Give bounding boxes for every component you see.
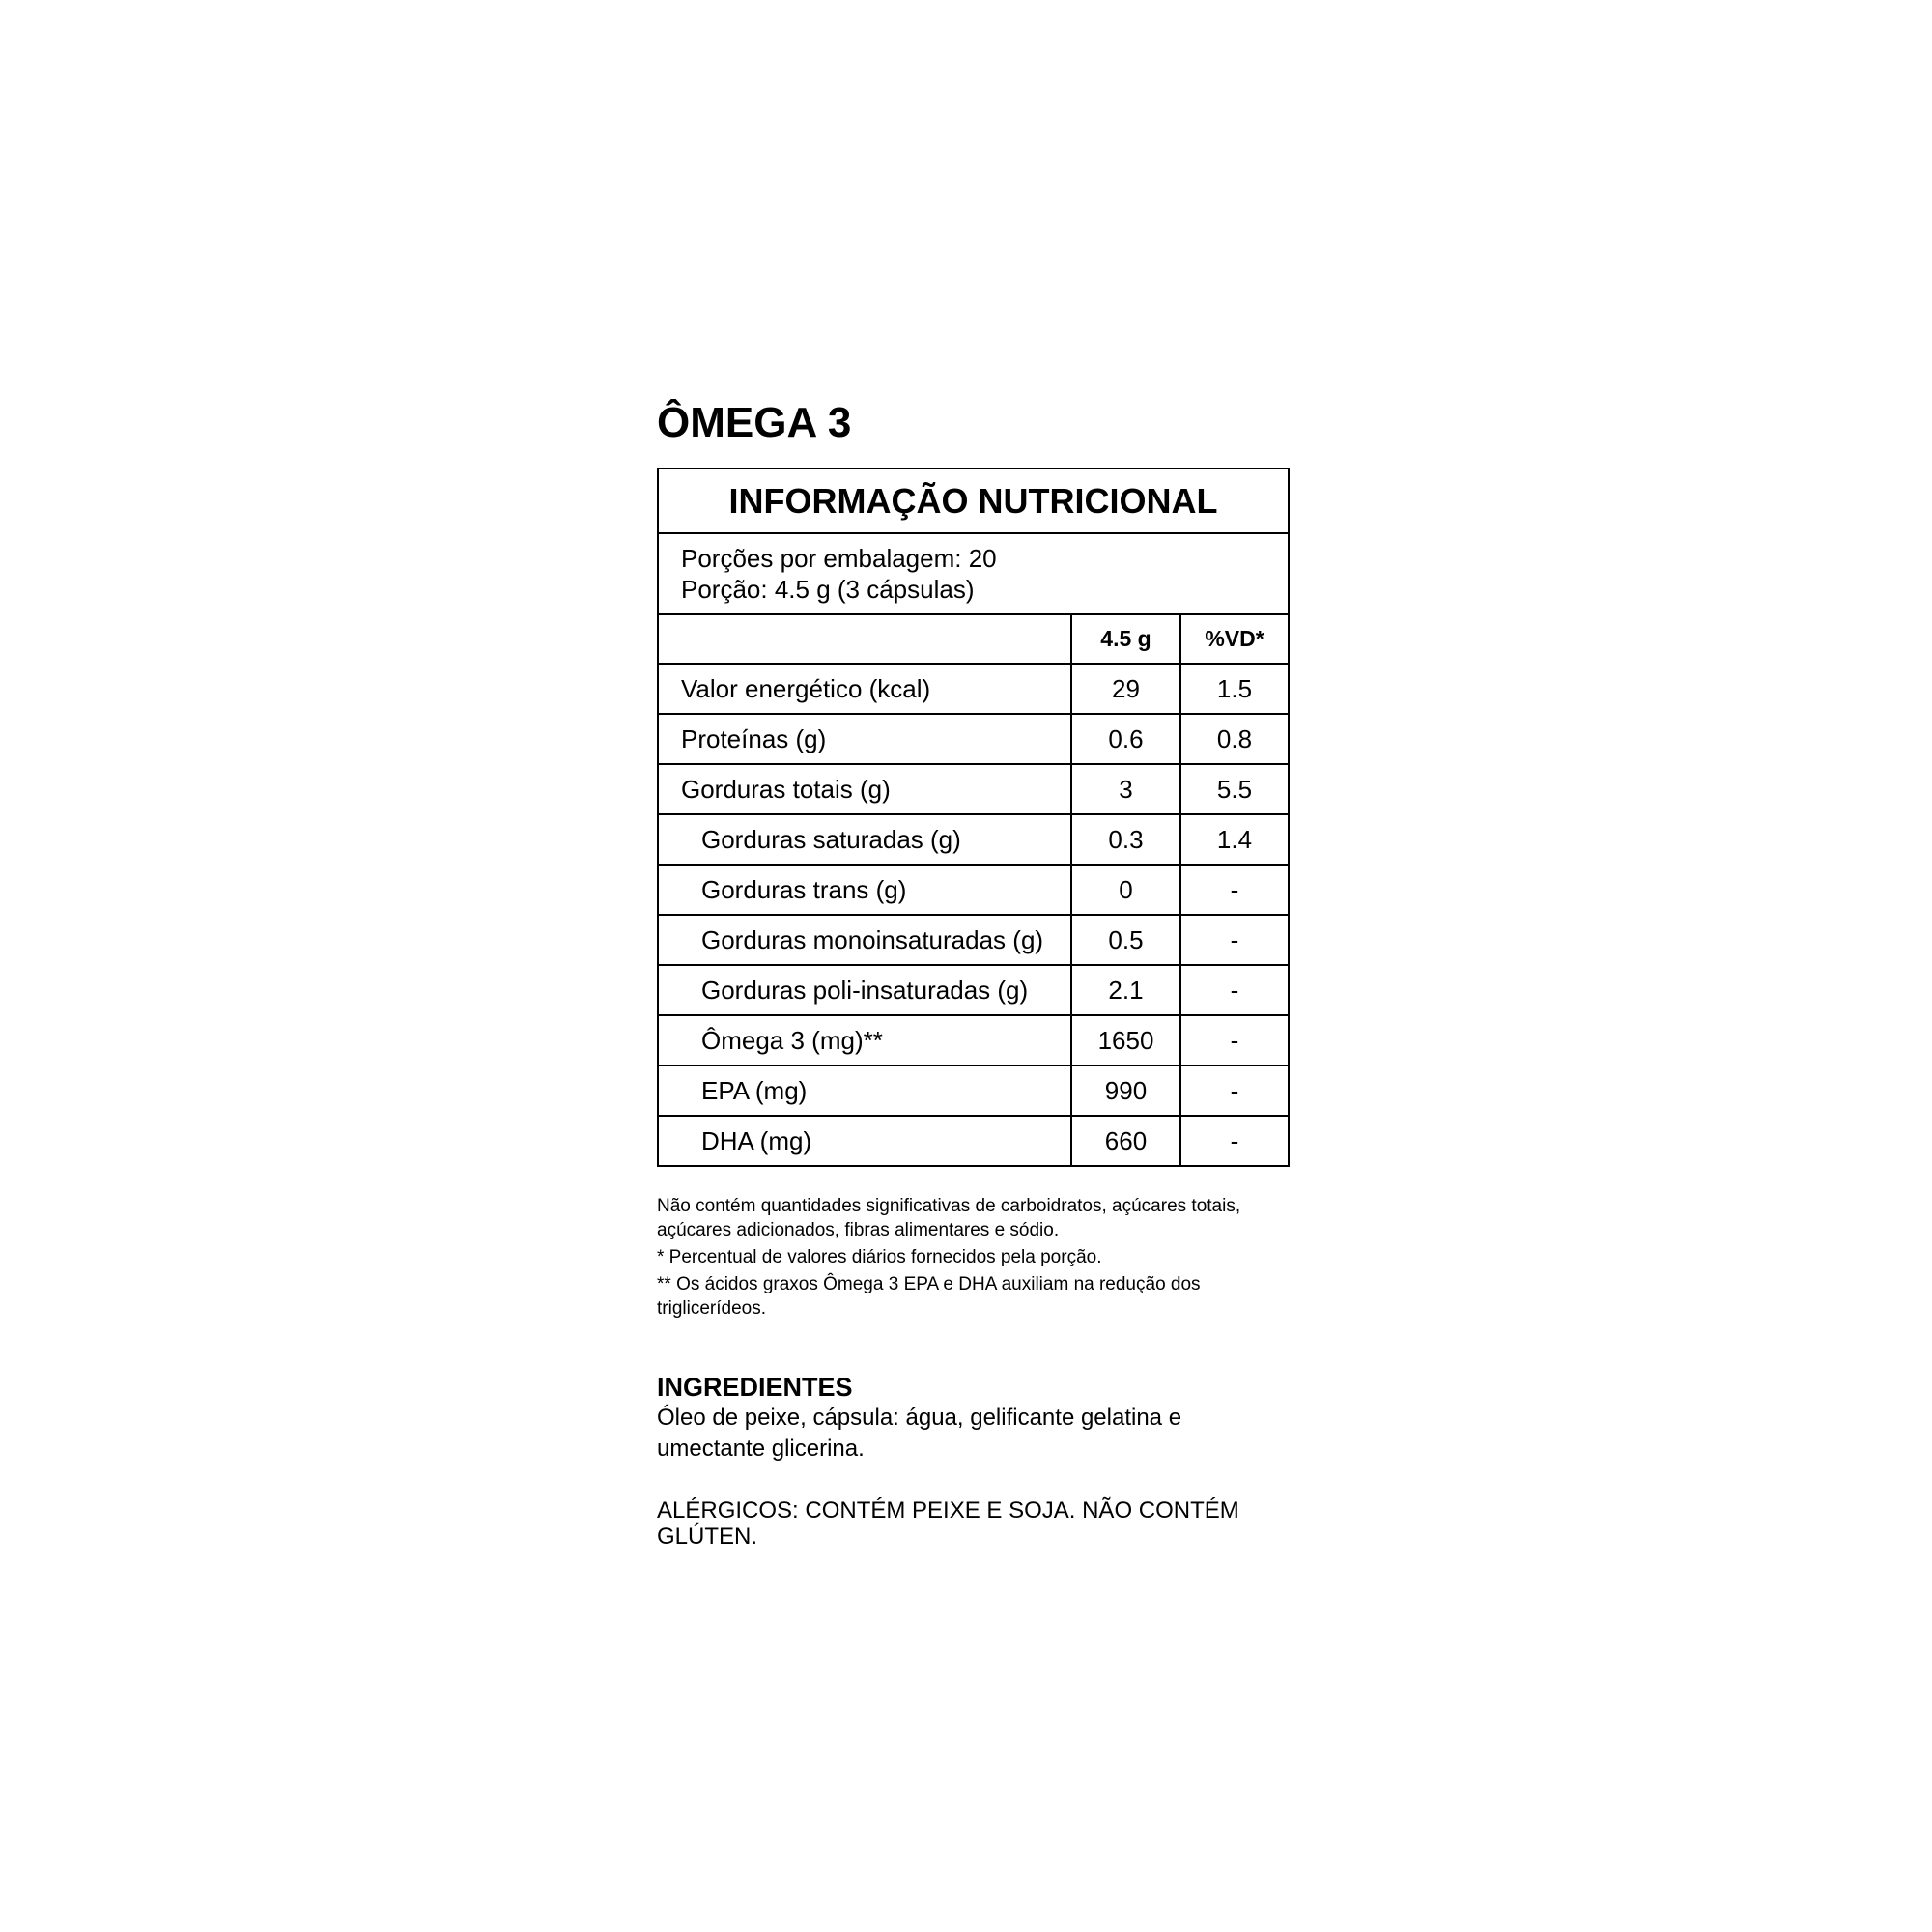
column-header-dv: %VD* bbox=[1180, 614, 1289, 664]
column-header-amount: 4.5 g bbox=[1071, 614, 1180, 664]
nutrient-dv: - bbox=[1180, 915, 1289, 965]
nutrient-amount: 0 bbox=[1071, 865, 1180, 915]
nutrient-label: Gorduras trans (g) bbox=[658, 865, 1071, 915]
column-header-row bbox=[658, 614, 1289, 664]
table-row bbox=[658, 865, 1289, 915]
servings-per-package: Porções por embalagem: 20 bbox=[681, 544, 997, 573]
nutrient-amount: 990 bbox=[1071, 1065, 1180, 1116]
table-row bbox=[658, 1015, 1289, 1065]
nutrient-label: Gorduras monoinsaturadas (g) bbox=[658, 915, 1071, 965]
nutrient-amount: 3 bbox=[1071, 764, 1180, 814]
nutrient-dv: 0.8 bbox=[1180, 714, 1289, 764]
table-row bbox=[658, 664, 1289, 714]
ingredients-text: Óleo de peixe, cápsula: água, gelificante gelatina e umectante glicerina. bbox=[657, 1405, 1182, 1462]
nutrient-dv: - bbox=[1180, 865, 1289, 915]
nutrient-dv: 1.5 bbox=[1180, 664, 1289, 714]
nutrient-dv: 5.5 bbox=[1180, 764, 1289, 814]
nutrient-amount: 0.6 bbox=[1071, 714, 1180, 764]
nutrient-label: DHA (mg) bbox=[658, 1116, 1071, 1166]
table-row bbox=[658, 915, 1289, 965]
product-title: ÔMEGA 3 bbox=[657, 399, 852, 446]
not-significant-note: Não contém quantidades significativas de carboidratos, açúcares totais, açúcares adicionados, fibras alimentares e sódio. bbox=[657, 1196, 1241, 1240]
label-panel bbox=[657, 398, 1288, 1549]
nutrient-dv: - bbox=[1180, 1015, 1289, 1065]
nutrient-amount: 1650 bbox=[1071, 1015, 1180, 1065]
nutrition-facts-table bbox=[657, 468, 1290, 1167]
nutrient-label: Gorduras totais (g) bbox=[658, 764, 1071, 814]
table-row bbox=[658, 1065, 1289, 1116]
footnotes bbox=[657, 1194, 1288, 1321]
nutrient-amount: 29 bbox=[1071, 664, 1180, 714]
table-row bbox=[658, 1116, 1289, 1166]
nutrient-dv: - bbox=[1180, 1116, 1289, 1166]
nutrient-label: Gorduras poli-insaturadas (g) bbox=[658, 965, 1071, 1015]
nutrient-label: Ômega 3 (mg)** bbox=[658, 1015, 1071, 1065]
table-row bbox=[658, 714, 1289, 764]
nutrient-dv: - bbox=[1180, 1065, 1289, 1116]
column-header-blank bbox=[658, 614, 1071, 664]
ingredients-title: INGREDIENTES bbox=[657, 1373, 853, 1402]
nutrient-label: EPA (mg) bbox=[658, 1065, 1071, 1116]
table-row bbox=[658, 764, 1289, 814]
table-title: INFORMAÇÃO NUTRICIONAL bbox=[658, 469, 1289, 533]
table-row bbox=[658, 814, 1289, 865]
nutrient-amount: 660 bbox=[1071, 1116, 1180, 1166]
table-row bbox=[658, 965, 1289, 1015]
allergens-text: ALÉRGICOS: CONTÉM PEIXE E SOJA. NÃO CONTÉM GLÚTEN. bbox=[657, 1497, 1239, 1549]
nutrient-dv: 1.4 bbox=[1180, 814, 1289, 865]
nutrient-amount: 0.3 bbox=[1071, 814, 1180, 865]
nutrient-label: Gorduras saturadas (g) bbox=[658, 814, 1071, 865]
serving-size: Porção: 4.5 g (3 cápsulas) bbox=[681, 575, 975, 604]
dv-note: * Percentual de valores diários fornecidos pela porção. bbox=[657, 1247, 1102, 1267]
omega-note: ** Os ácidos graxos Ômega 3 EPA e DHA auxiliam na redução dos triglicerídeos. bbox=[657, 1274, 1201, 1319]
nutrient-dv: - bbox=[1180, 965, 1289, 1015]
nutrient-amount: 2.1 bbox=[1071, 965, 1180, 1015]
table-title-row bbox=[658, 469, 1289, 533]
nutrient-label: Proteínas (g) bbox=[658, 714, 1071, 764]
nutrient-amount: 0.5 bbox=[1071, 915, 1180, 965]
nutrient-label: Valor energético (kcal) bbox=[658, 664, 1071, 714]
servings-row bbox=[658, 533, 1289, 614]
